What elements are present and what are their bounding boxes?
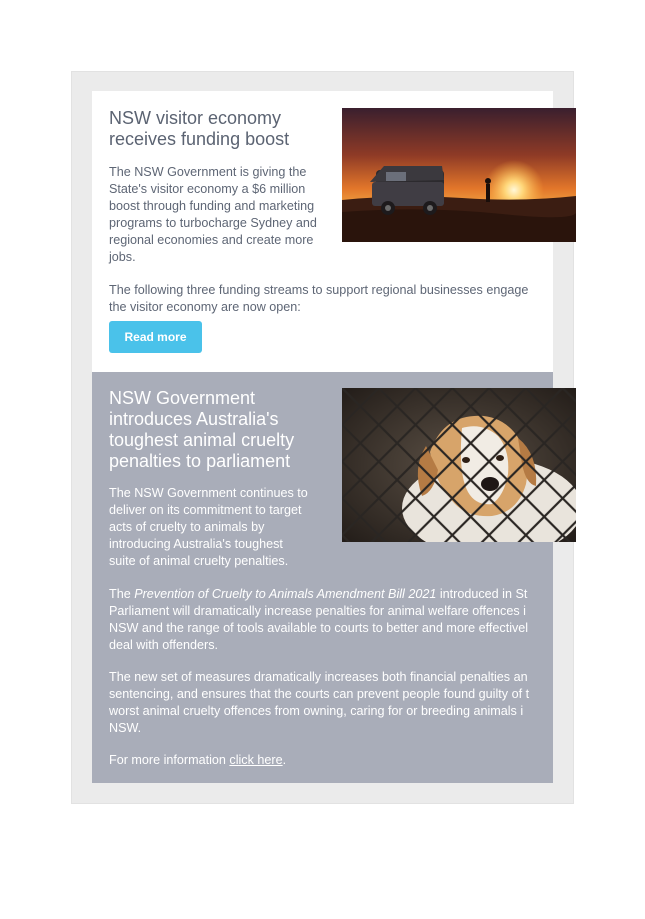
rv-sunset-photo-icon xyxy=(342,108,576,242)
paragraph-line: The NSW Government continues to xyxy=(109,486,308,500)
article-title: NSW visitor economy receives funding boost xyxy=(109,108,290,149)
paragraph-line: deal with offenders. xyxy=(109,638,218,652)
paragraph-line: worst animal cruelty offences from owning, caring for or breeding animals i xyxy=(109,704,524,718)
dog-fence-image xyxy=(342,388,576,542)
paragraph-line: acts of cruelty to animals by xyxy=(109,520,265,534)
rv-sunset-image xyxy=(342,108,576,242)
paragraph-line: suite of animal cruelty penalties. xyxy=(109,554,289,568)
dog-behind-fence-photo-icon xyxy=(342,388,576,542)
read-more-button[interactable]: Read more xyxy=(109,321,202,353)
article-intro: The NSW Government is giving the State's visitor economy a $6 million boost through funding and marketing programs to turbocharge Sydney and regional economies and create more jobs. xyxy=(109,165,317,264)
article-paragraph xyxy=(109,669,553,737)
article-title: NSW Government introduces Australia's toughest animal cruelty penalties to parliament xyxy=(109,388,295,471)
paragraph-line: The following three funding streams to support regional businesses engage xyxy=(109,283,529,297)
paragraph-line: The new set of measures dramatically increases both financial penalties an xyxy=(109,670,528,684)
paragraph-line: the visitor economy are now open: xyxy=(109,300,301,314)
paragraph-line: Parliament will dramatically increase penalties for animal welfare offences i xyxy=(109,604,526,618)
click-here-link[interactable]: click here xyxy=(229,753,283,767)
article-paragraph xyxy=(109,282,553,316)
paragraph-line: The Prevention of Cruelty to Animals Amendment Bill 2021 introduced in St xyxy=(109,587,528,601)
paragraph-line: deliver on its commitment to target xyxy=(109,503,302,517)
bill-name: Prevention of Cruelty to Animals Amendment Bill 2021 xyxy=(134,587,437,601)
more-info-line: For more information click here. xyxy=(109,753,287,767)
paragraph-line: NSW. xyxy=(109,721,142,735)
article-paragraph xyxy=(109,586,553,654)
paragraph-line: NSW and the range of tools available to courts to better and more effectivel xyxy=(109,621,529,635)
paragraph-line: introducing Australia's toughest xyxy=(109,537,283,551)
paragraph-line: sentencing, and ensures that the courts can prevent people found guilty of t xyxy=(109,687,530,701)
article-intro xyxy=(109,485,327,570)
